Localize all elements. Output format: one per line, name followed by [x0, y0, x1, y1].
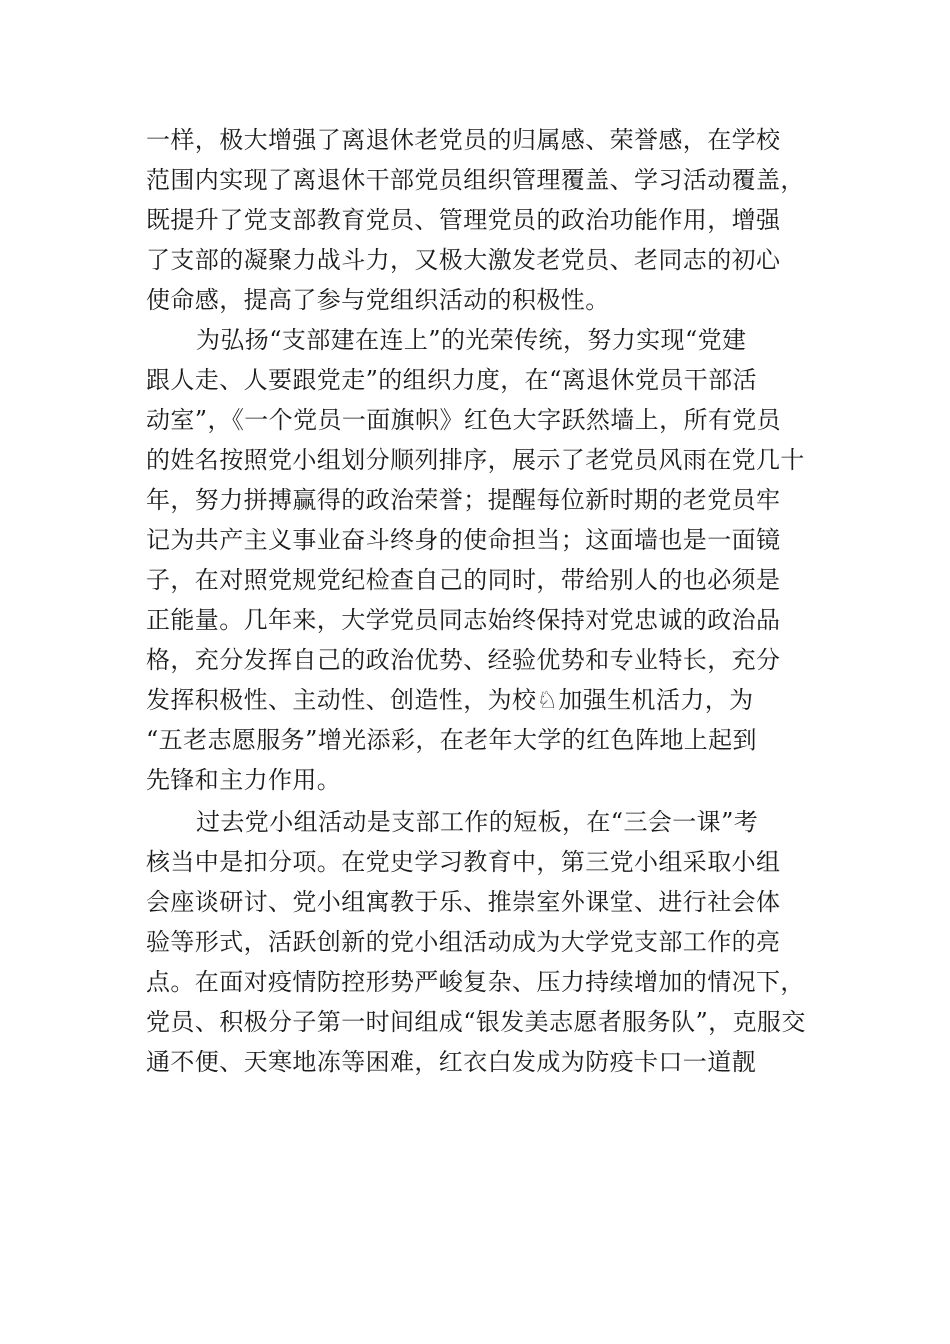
text-line: 既提升了党支部教育党员、管理党员的政治功能作用，增强 — [146, 206, 781, 234]
text-line: 记为共产主义事业奋斗终身的使命担当；这面墙也是一面镜 — [146, 526, 781, 554]
text-line: 使命感，提高了参与党组织活动的积极性。 — [146, 286, 610, 314]
text-line: 党员、积极分子第一时间组成“银发美志愿者服务队”，克服交 — [146, 1008, 806, 1036]
paragraph-start-line: 过去党小组活动是支部工作的短板，在“三会一课”考 — [196, 808, 759, 836]
text-line: 正能量。几年来，大学党员同志始终保持对党忠诚的政治品 — [146, 606, 781, 634]
text-line: 子，在对照党规党纪检查自己的同时，带给别人的也必须是 — [146, 566, 781, 594]
text-line: 格，充分发挥自己的政治优势、经验优势和专业特长，充分 — [146, 646, 781, 674]
text-line: 范围内实现了离退休干部党员组织管理覆盖、学习活动覆盖， — [146, 166, 805, 194]
text-line: 通不便、天寒地冻等困难，红衣白发成为防疫卡口一道靓 — [146, 1048, 756, 1076]
text-line: 一样，极大增强了离退休老党员的归属感、荣誉感，在学校 — [146, 126, 781, 154]
text-line: 发挥积极性、主动性、创造性，为校♘加强生机活力，为 — [146, 686, 754, 714]
text-line: 先锋和主力作用。 — [146, 766, 342, 794]
text-line: 核当中是扣分项。在党史学习教育中，第三党小组采取小组 — [146, 848, 781, 876]
text-line: 了支部的凝聚力战斗力，又极大激发老党员、老同志的初心 — [146, 246, 781, 274]
text-line: 动室”，《一个党员一面旗帜》红色大字跃然墙上，所有党员 — [146, 406, 782, 434]
text-line: “五老志愿服务”增光添彩，在老年大学的红色阵地上起到 — [146, 726, 757, 754]
text-line: 的姓名按照党小组划分顺列排序，展示了老党员风雨在党几十 — [146, 446, 805, 474]
paragraph-start-line: 为弘扬“支部建在连上”的光荣传统，努力实现“党建 — [196, 326, 747, 354]
text-line: 验等形式，活跃创新的党小组活动成为大学党支部工作的亮 — [146, 928, 781, 956]
text-line: 跟人走、人要跟党走”的组织力度，在“离退休党员干部活 — [146, 366, 757, 394]
text-line: 会座谈研讨、党小组寓教于乐、推崇室外课堂、进行社会体 — [146, 888, 781, 916]
text-line: 年，努力拼搏赢得的政治荣誉；提醒每位新时期的老党员牢 — [146, 486, 781, 514]
text-line: 点。在面对疫情防控形势严峻复杂、压力持续增加的情况下， — [146, 968, 805, 996]
